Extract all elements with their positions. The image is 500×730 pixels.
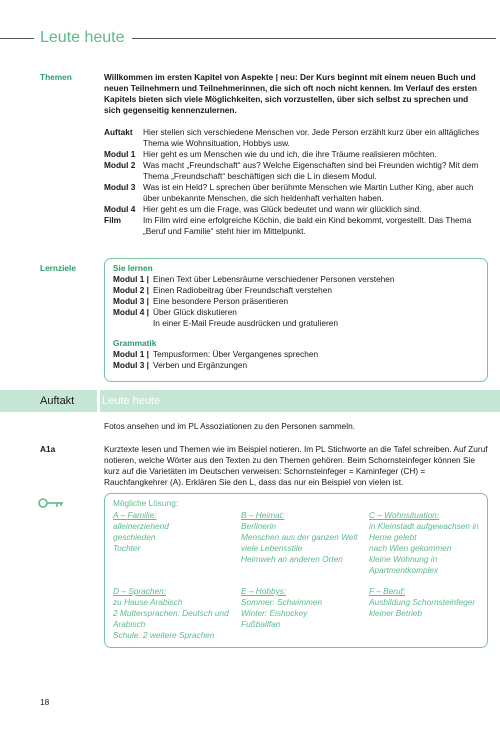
lernziele-box (104, 258, 488, 382)
exercise-label: A1a (40, 444, 56, 454)
module-row (104, 215, 489, 237)
solution-category: B – Heimat: (241, 510, 285, 520)
lernziel-row (113, 285, 479, 296)
solution-item: kleiner Betrieb (369, 608, 423, 618)
lernziel-key: Modul 2 | (113, 285, 149, 295)
grammatik-key: Modul 1 | (113, 349, 149, 359)
themen-intro: Willkommen im ersten Kapitel von Aspekte | neu: Der Kurs beginnt mit einem neuen Buch und neuen Teilnehmern und Teilnehmerinnen, die sich oft noch nicht kennen. Im Verlauf des ersten Kapitels bieten sich viele Möglichkeiten, sich vorzustellen, über sich selbst zu sprechen und sich gegenseitig kennenzulernen. (104, 72, 478, 115)
module-text: Hier geht es um Menschen wie du und ich, die ihre Träume realisieren möchten. (143, 149, 437, 159)
module-row (104, 149, 489, 160)
solution-item: Herne gelebt (369, 532, 417, 542)
solution-box (104, 493, 488, 648)
page-header (0, 28, 500, 48)
solution-item: alleinerziehend (113, 521, 169, 531)
solution-item: Sommer: Schwimmen (241, 597, 323, 607)
solution-group (113, 510, 235, 554)
solution-item: Schule: 2 weitere Sprachen (113, 630, 215, 640)
header-rule-right (132, 38, 496, 39)
lernziel-text: Einen Radiobeitrag über Freundschaft verstehen (153, 285, 332, 295)
module-text: Hier geht es um die Frage, was Glück bedeutet und wann wir glücklich sind. (143, 204, 422, 214)
lernziel-text: Einen Text über Lebensräume verschiedener Personen verstehen (153, 274, 395, 284)
solution-category: F – Beruf: (369, 586, 406, 596)
module-row (104, 127, 489, 149)
band-section-label: Auftakt (40, 395, 75, 407)
module-row (104, 182, 489, 204)
lernziel-key: Modul 4 | (113, 307, 149, 317)
module-text: Was macht „Freundschaft“ aus? Welche Eigenschaften sind bei Freunden wichtig? Mit dem Thema „Freundschaft“ beschäftigen sich die L in diesem Modul. (143, 160, 479, 181)
module-text: Im Film wird eine erfolgreiche Köchin, die bald ein Kind bekommt, vorgestellt. Das Thema „Beruf und Familie“ steht hier im Mittelpunkt. (143, 215, 472, 236)
module-key: Modul 4 (104, 204, 136, 214)
header-rule-left (0, 38, 34, 39)
solution-item: zu Hause Arabisch (113, 597, 183, 607)
solution-category: E – Hobbys: (241, 586, 287, 596)
grammatik-heading: Grammatik (113, 338, 157, 348)
module-text: Hier stellen sich verschiedene Menschen vor. Jede Person erzählt kurz über ein alltägliches Thema wie Wohnsituation, Hobbys usw. (143, 127, 480, 148)
solution-item: viele Lebensstile (241, 543, 303, 553)
grammatik-row (113, 360, 479, 371)
solution-item: Heimweh an anderen Orten (241, 554, 343, 564)
module-row (104, 160, 489, 182)
solution-item: nach Wien gekommen (369, 543, 452, 553)
solution-group (241, 586, 363, 630)
lernziel-text: Über Glück diskutieren (153, 307, 237, 317)
module-key: Auftakt (104, 127, 133, 137)
grammatik-text: Verben und Ergänzungen (153, 360, 248, 370)
band-divider (97, 390, 100, 412)
solution-item: 2 Muttersprachen: Deutsch und (113, 608, 229, 618)
lernziel-row (113, 296, 479, 307)
solution-group (241, 510, 363, 565)
themen-module-list (104, 127, 489, 237)
lernziel-key: Modul 3 | (113, 296, 149, 306)
solution-category: D – Sprachen: (113, 586, 167, 596)
module-text: Was ist ein Held? L sprechen über berühmte Menschen wie Martin Luther King, aber auch über unbekannte Menschen, die sich heldenhaft verhalten haben. (143, 182, 474, 203)
lernziel-row (113, 274, 479, 285)
lernziel-text: In einer E-Mail Freude ausdrücken und gratulieren (153, 318, 338, 328)
module-key: Film (104, 215, 122, 225)
lernziel-row (113, 318, 479, 329)
solution-heading: Mögliche Lösung: (113, 498, 179, 508)
solution-item: Apartmentkomplex (369, 565, 439, 575)
solution-item: kleine Wohnung in (369, 554, 438, 564)
solution-item: Arabisch (113, 619, 146, 629)
solution-category: A – Familie: (113, 510, 157, 520)
sie-lernen-heading: Sie lernen (113, 263, 153, 273)
spacer (113, 329, 479, 338)
lernziel-key (113, 318, 153, 329)
lernziel-key: Modul 1 | (113, 274, 149, 284)
lernziel-text: Eine besondere Person präsentieren (153, 296, 289, 306)
solution-item: Berlinerin (241, 521, 277, 531)
solution-group (369, 586, 491, 619)
solution-item: Fußballfan (241, 619, 281, 629)
page-number: 18 (40, 697, 50, 707)
solution-group (113, 586, 235, 641)
themen-label: Themen (40, 72, 72, 82)
key-icon (38, 496, 64, 510)
page-title: Leute heute (40, 29, 125, 46)
solution-item: Winter: Eishockey (241, 608, 308, 618)
module-key: Modul 2 (104, 160, 136, 170)
section-band (0, 390, 500, 412)
lernziel-row (113, 307, 479, 318)
grammatik-text: Tempusformen: Über Vergangenes sprechen (153, 349, 319, 359)
grammatik-row (113, 349, 479, 360)
solution-item: in Kleinstadt aufgewachsen in (369, 521, 479, 531)
solution-item: Ausbildung Schornsteinfeger (369, 597, 476, 607)
module-row (104, 204, 489, 215)
auftakt-text: Fotos ansehen und im PL Assoziationen zu den Personen sammeln. (104, 421, 356, 431)
module-key: Modul 1 (104, 149, 136, 159)
solution-category: C – Wohnsituation: (369, 510, 440, 520)
lernziele-label: Lernziele (40, 263, 76, 273)
band-section-title: Leute heute (102, 395, 161, 407)
solution-item: geschieden (113, 532, 156, 542)
solution-group (369, 510, 491, 576)
grammatik-key: Modul 3 | (113, 360, 149, 370)
module-key: Modul 3 (104, 182, 136, 192)
exercise-text: Kurztexte lesen und Themen wie im Beispiel notieren. Im PL Stichworte an die Tafel schreiben. Auf Zuruf notieren, welche Wörter aus den Texten zu den Themen gehören. Beim Schornsteinfeger können Sie kurz auf die Varietäten im Deutschen verweisen: Schornsteinfeger = Kaminfeger (CH) = Rauchfangkehrer (A). Erklären Sie den L, dass das nur ein Beispiel von vielen ist. (104, 444, 488, 487)
solution-item: Menschen aus der ganzen Welt (241, 532, 358, 542)
solution-item: Tochter (113, 543, 141, 553)
